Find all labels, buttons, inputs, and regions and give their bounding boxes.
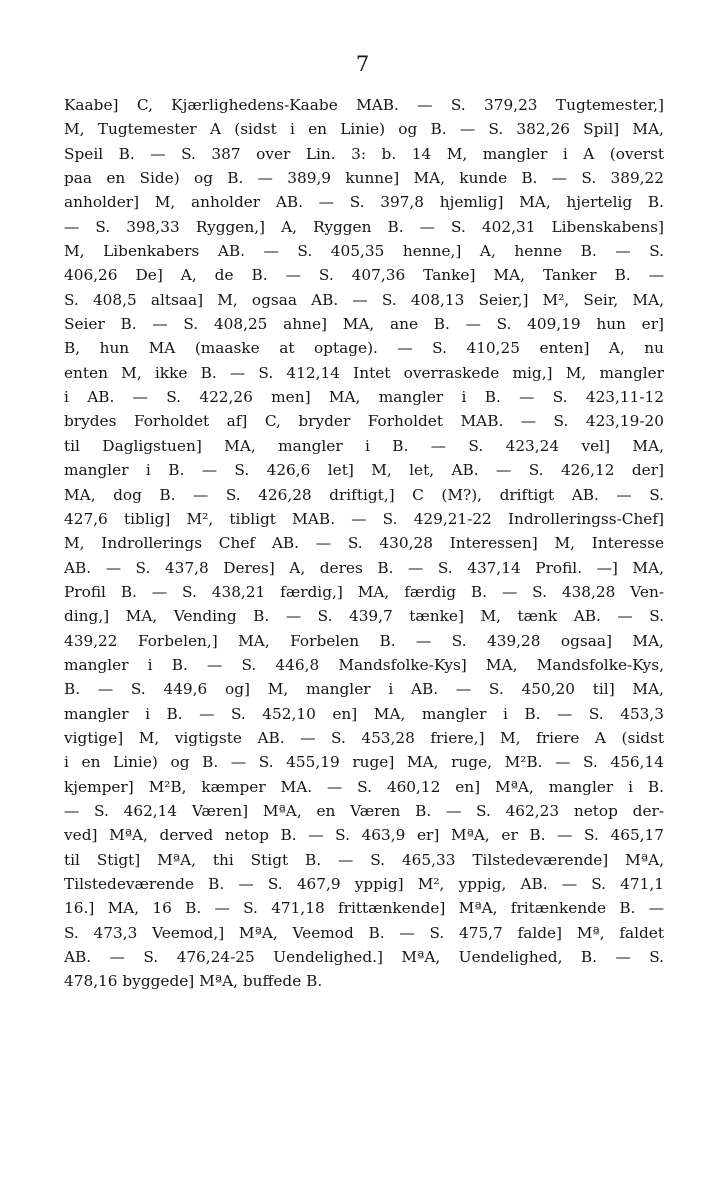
text-line: S. 473,3 Veemod,] MªA, Veemod B. — S. 475,7 falde] Mª, faldet (64, 923, 664, 942)
page-number: 7 (355, 52, 370, 76)
text-line: mangler i B. — S. 426,6 let] M, let, AB. — S. 426,12 der] (64, 461, 664, 480)
text-line: paa en Side) og B. — 389,9 kunne] MA, kunde B. — S. 389,22 (64, 169, 664, 188)
text-line: MA, dog B. — S. 426,28 driftigt,] C (M?), driftigt AB. — S. (64, 485, 664, 504)
text-line: kjemper] M²B, kæmper MA. — S. 460,12 en] MªA, mangler i B. (64, 777, 664, 796)
text-line: 427,6 tiblig] M², tibligt MAB. — S. 429,21-22 Indrolleringss-Chef] (64, 509, 664, 528)
text-line: enten M, ikke B. — S. 412,14 Intet overraskede mig,] M, mangler (64, 363, 664, 382)
text-line: Profil B. — S. 438,21 færdig,] MA, færdig B. — S. 438,28 Ven- (64, 582, 664, 601)
text-line: 406,26 De] A, de B. — S. 407,36 Tanke] MA, Tanker B. — (64, 266, 664, 285)
text-line: vigtige] M, vigtigste AB. — S. 453,28 friere,] M, friere A (sidst (64, 728, 664, 747)
text-line: brydes Forholdet af] C, bryder Forholdet MAB. — S. 423,19-20 (64, 412, 664, 431)
text-line: — S. 398,33 Ryggen,] A, Ryggen B. — S. 402,31 Libenskabens] (64, 217, 664, 236)
text-line: ved] MªA, derved netop B. — S. 463,9 er] MªA, er B. — S. 465,17 (64, 826, 664, 845)
text-line: B. — S. 449,6 og] M, mangler i AB. — S. 450,20 til] MA, (64, 680, 664, 699)
text-line: Tilstedeværende B. — S. 467,9 yppig] M², yppig, AB. — S. 471,1 (64, 875, 664, 893)
text-line: Kaabe] C, Kjærlighedens-Kaabe MAB. — S. 379,23 Tugtemester,] (64, 96, 664, 114)
text-line: til Dagligstuen] MA, mangler i B. — S. 423,24 vel] MA, (64, 436, 664, 455)
text-line: ding,] MA, Vending B. — S. 439,7 tænke] M, tænk AB. — S. (64, 607, 664, 626)
text-line: AB. — S. 476,24-25 Uendelighed.] MªA, Uendelighed, B. — S. (64, 948, 664, 967)
text-line: M, Tugtemester A (sidst i en Linie) og B. — S. 382,26 Spil] MA, (64, 120, 664, 139)
text-line: 16.] MA, 16 B. — S. 471,18 frittænkende] MªA, fritænkende B. — (64, 899, 664, 918)
text-line: til Stigt] MªA, thi Stigt B. — S. 465,33 Tilstedeværende] MªA, (64, 850, 664, 869)
textual-notes (64, 93, 664, 994)
text-line: B, hun MA (maaske at optage). — S. 410,25 enten] A, nu (64, 339, 664, 358)
text-line: anholder] M, anholder AB. — S. 397,8 hjemlig] MA, hjertelig B. (64, 193, 664, 212)
text-line: M, Libenkabers AB. — S. 405,35 henne,] A, henne B. — S. (64, 242, 664, 261)
text-line: Speil B. — S. 387 over Lin. 3: b. 14 M, mangler i A (overst (64, 144, 664, 163)
text-line: S. 408,5 altsaa] M, ogsaa AB. — S. 408,13 Seier,] M², Seir, MA, (64, 290, 664, 309)
text-line: Seier B. — S. 408,25 ahne] MA, ane B. — S. 409,19 hun er] (64, 315, 664, 334)
text-line: AB. — S. 437,8 Deres] A, deres B. — S. 437,14 Profil. —] MA, (64, 558, 664, 577)
text-line: 439,22 Forbelen,] MA, Forbelen B. — S. 439,28 ogsaa] MA, (64, 631, 664, 650)
text-line: mangler i B. — S. 452,10 en] MA, mangler i B. — S. 453,3 (64, 704, 664, 723)
text-line: — S. 462,14 Væren] MªA, en Væren B. — S. 462,23 netop der- (64, 801, 664, 820)
text-line: i AB. — S. 422,26 men] MA, mangler i B. — S. 423,11-12 (64, 388, 664, 407)
text-line: 478,16 byggede] MªA, buffede B. (64, 972, 323, 991)
text-line: mangler i B. — S. 446,8 Mandsfolke-Kys] MA, Mandsfolke-Kys, (64, 655, 664, 674)
text-line: i en Linie) og B. — S. 455,19 ruge] MA, ruge, M²B. — S. 456,14 (64, 753, 664, 772)
text-line: M, Indrollerings Chef AB. — S. 430,28 Interessen] M, Interesse (64, 534, 664, 553)
